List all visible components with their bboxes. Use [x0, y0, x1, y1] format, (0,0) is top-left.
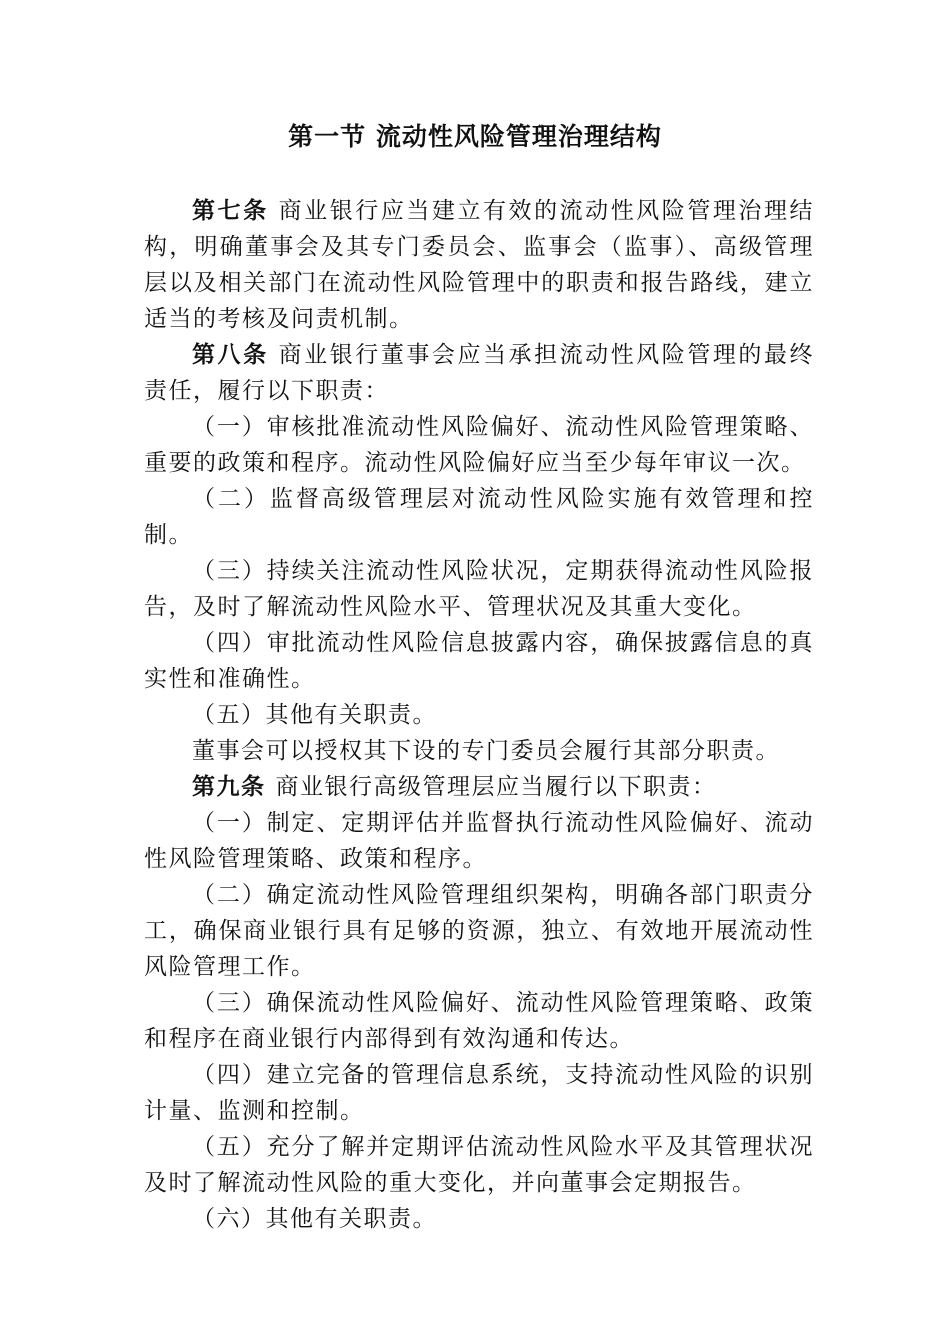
list-item: （一）审核批准流动性风险偏好、流动性风险管理策略、重要的政策和程序。流动性风险偏好应当至少每年审议一次。 — [144, 414, 814, 476]
list-item: （一）制定、定期评估并监督执行流动性风险偏好、流动性风险管理策略、政策和程序。 — [144, 810, 814, 872]
paragraph-article-7 — [144, 193, 814, 337]
list-item: （五）其他有关职责。 — [192, 702, 437, 728]
list-item: （六）其他有关职责。 — [192, 1206, 437, 1232]
article-number: 第九条 — [192, 774, 266, 800]
list-item: （五）充分了解并定期评估流动性风险水平及其管理状况及时了解流动性风险的重大变化，并向董事会定期报告。 — [144, 1134, 814, 1196]
section-title: 第一节 流动性风险管理治理结构 — [288, 122, 662, 151]
article-number: 第八条 — [192, 342, 269, 368]
paragraph-article-9 — [144, 769, 814, 805]
list-item: （二）监督高级管理层对流动性风险实施有效管理和控制。 — [144, 486, 814, 548]
paragraph-text: 商业银行应当建立有效的流动性风险管理治理结构，明确董事会及其专门委员会、监事会（监事）、高级管理层以及相关部门在流动性风险管理中的职责和报告路线，建立适当的考核及问责机制。 — [144, 198, 815, 332]
paragraph: 董事会可以授权其下设的专门委员会履行其部分职责。 — [192, 738, 780, 764]
list-item: （三）确保流动性风险偏好、流动性风险管理策略、政策和程序在商业银行内部得到有效沟通和传达。 — [144, 990, 814, 1052]
paragraph-article-8 — [144, 337, 814, 409]
article-number: 第七条 — [192, 198, 269, 224]
list-item: （三）持续关注流动性风险状况，定期获得流动性风险报告，及时了解流动性风险水平、管理状况及其重大变化。 — [144, 558, 814, 620]
document-body — [144, 193, 814, 1237]
paragraph-text: 商业银行董事会应当承担流动性风险管理的最终责任，履行以下职责： — [144, 342, 815, 404]
paragraph-text: 商业银行高级管理层应当履行以下职责： — [275, 774, 717, 800]
list-item: （二）确定流动性风险管理组织架构，明确各部门职责分工，确保商业银行具有足够的资源，独立、有效地开展流动性风险管理工作。 — [144, 882, 814, 980]
list-item: （四）建立完备的管理信息系统，支持流动性风险的识别计量、监测和控制。 — [144, 1062, 814, 1124]
list-item: （四）审批流动性风险信息披露内容，确保披露信息的真实性和准确性。 — [144, 630, 814, 692]
